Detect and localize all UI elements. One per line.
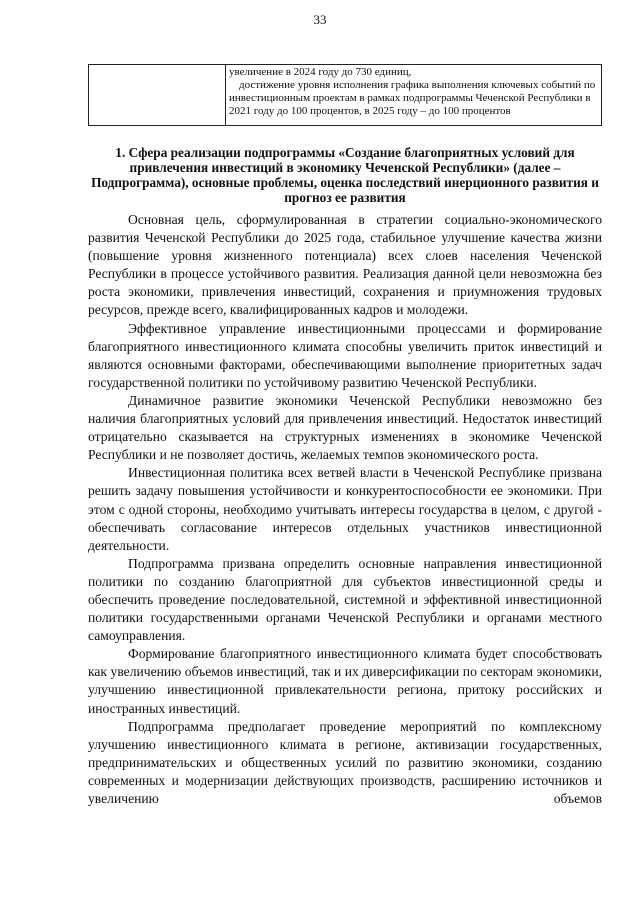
paragraph: Подпрограмма предполагает проведение мероприятий по комплексному улучшению инвестиционного климата в регионе, активизации государственных, предпринимательских и общественных усилий по развитию экономики, созданию современных и модернизации действующих производств, расширению источников и увеличению объемов [88, 718, 602, 806]
paragraph: Основная цель, сформулированная в стратегии социально-экономического развития Чеченской Республики до 2025 года, стабильное улучшение качества жизни (повышение уровня жизненного потенциала) всех слоев населения Чеченской Республики в процессе устойчивого развития. Реализация данной цели невозможна без роста экономики, привлечения инвестиций, сохранения и приумножения трудовых ресурсов, прежде всего, квалифицированных кадров и молодежи. [88, 212, 602, 318]
indicator-line: увеличение в 2024 году до 730 единиц, [229, 66, 412, 78]
paragraph: Подпрограмма призвана определить основные направления инвестиционной политики по созданию благоприятной для субъектов инвестиционной среды и обеспечить проведение последовательной, системной и эффективной инвестиционной политики государственными органами Чеченской Республики и органами местного самоуправления. [88, 555, 602, 644]
table-row [89, 65, 602, 126]
section-heading: 1. Сфера реализации подпрограммы «Создание благоприятных условий для привлечения инвестиций в экономику Чеченской Республики» (далее – Подпрограмма), основные проблемы, оценка последствий инерционного развития и прогноз ее развития [91, 145, 599, 205]
paragraph: Формирование благоприятного инвестиционного климата будет способствовать как увеличению объемов инвестиций, так и их диверсификации по секторам экономики, улучшению инвестиционной привлекательности региона, притоку российских и иностранных инвестиций. [88, 646, 602, 716]
paragraph: Инвестиционная политика всех ветвей власти в Чеченской Республике призвана решить задачу повышения устойчивости и конкурентоспособности ее экономики. При этом с одной стороны, необходимо учитывать интересы государства в целом, с другой - обеспечивать согласование интересов отдельных участников инвестиционной деятельности. [88, 465, 602, 553]
continuation-table [88, 64, 602, 126]
page-number: 33 [313, 12, 327, 27]
paragraph: Динамичное развитие экономики Чеченской Республики невозможно без наличия благоприятных условий для привлечения инвестиций. Недостаток инвестиций отрицательно сказывается на структурных изменениях в экономике Чеченской Республики и не позволяет достичь, желаемых темпов экономического роста. [88, 392, 602, 463]
indicator-line: достижение уровня исполнения графика выполнения ключевых событий по инвестиционным проектам в рамках подпрограммы Чеченской Республики в 2021 году до 100 процентов, в 2025 году – до 100 процентов [229, 79, 596, 117]
table-cell-empty [89, 65, 226, 126]
table-cell-indicators [226, 65, 602, 126]
body-text [88, 211, 602, 808]
paragraph: Эффективное управление инвестиционными процессами и формирование благоприятного инвестиционного климата способны увеличить приток инвестиций и являются основными факторами, обеспечивающими выполнение приоритетных задач государственной политики по устойчивому развитию Чеченской Республики. [88, 320, 602, 390]
